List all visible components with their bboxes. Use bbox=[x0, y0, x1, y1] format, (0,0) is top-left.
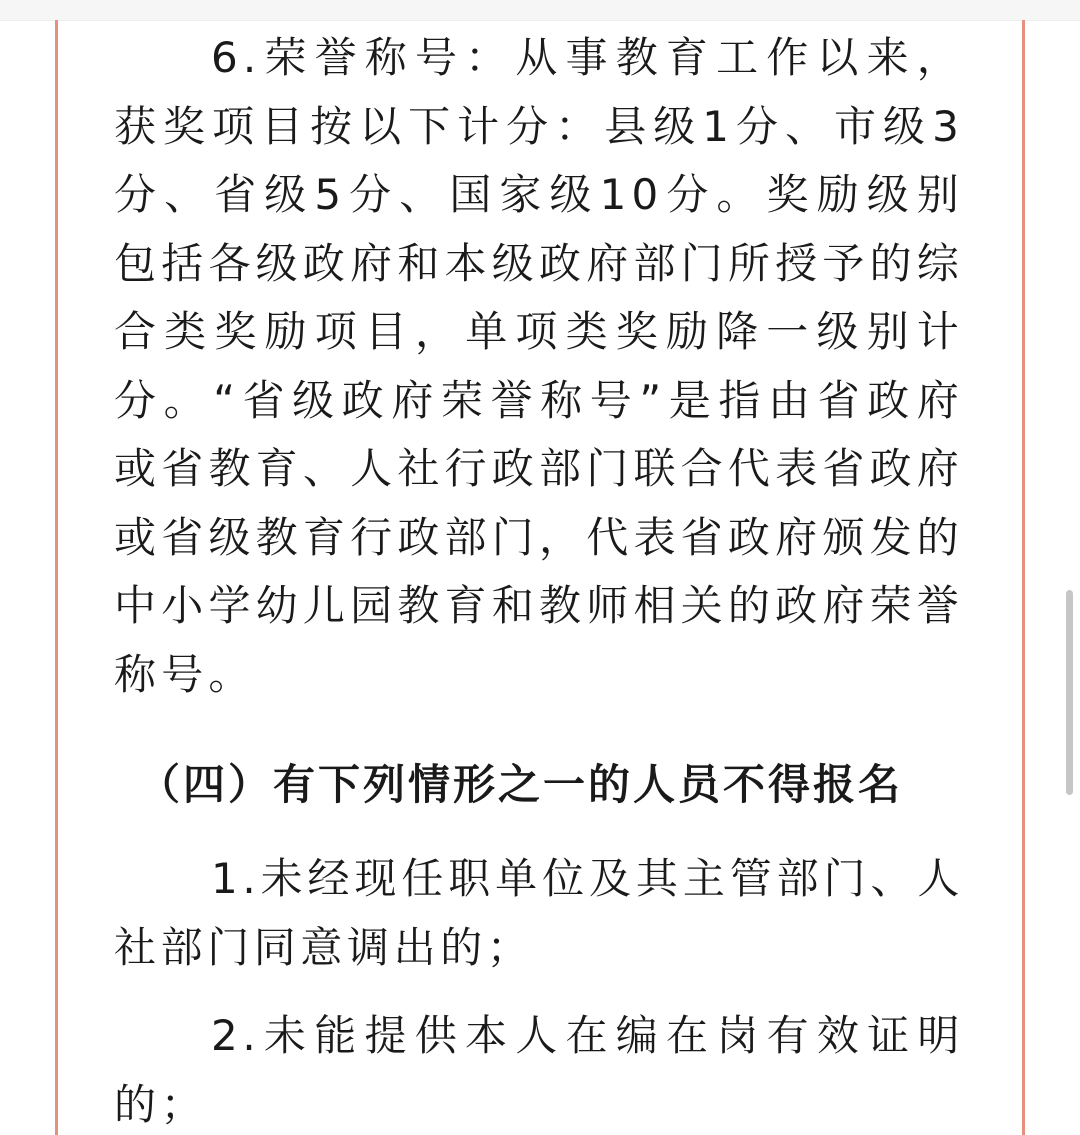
paragraph-honor-title: 6.荣誉称号：从事教育工作以来，获奖项目按以下计分：县级1分、市级3分、省级5分、国家级10分。奖励级别包括各级政府和本级政府部门所授予的综合类奖励项目，单项类奖励降一级别计分。“省级政府荣誉称号”是指由省政府或省教育、人社行政部门联合代表省政府或省级教育行政部门，代表省政府颁发的中小学幼儿园教育和教师相关的政府荣誉称号。 bbox=[114, 33, 964, 699]
page-border-left bbox=[55, 20, 58, 1135]
list-item: 1.未经现任职单位及其主管部门、人社部门同意调出的； bbox=[114, 854, 964, 972]
top-strip bbox=[0, 0, 1080, 21]
document-body bbox=[114, 24, 964, 1135]
scrollbar[interactable] bbox=[1066, 590, 1073, 795]
page-border-right bbox=[1022, 20, 1025, 1135]
list-item: 2.未能提供本人在编在岗有效证明的； bbox=[114, 1011, 964, 1129]
section-heading: （四）有下列情形之一的人员不得报名 bbox=[138, 760, 904, 809]
